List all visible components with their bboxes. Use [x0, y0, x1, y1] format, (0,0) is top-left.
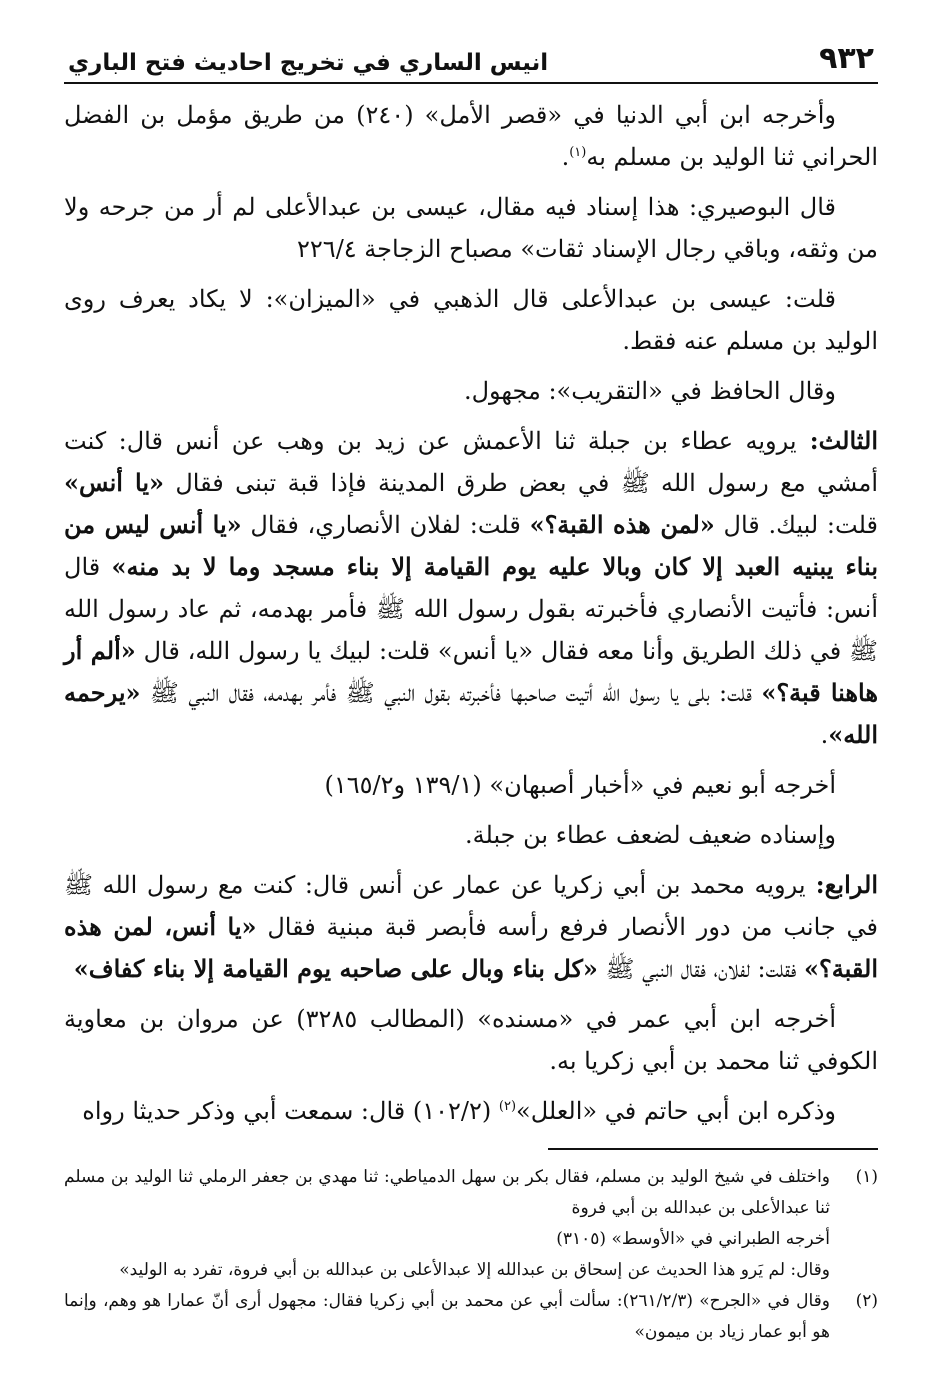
bold-text: «يا أنس ليس من بناء يبنيه العبد إلا كان وبالا عليه يوم القيامة إلا بناء مسجد وما لا بد منه» [64, 510, 878, 581]
footnote-line: واختلف في شيخ الوليد بن مسلم، فقال بكر بن سهل الدمياطي: ثنا مهدي بن جعفر الرملي ثنا الوليد بن مسلم ثنا عبدالأعلى بن عبدالله بن أبي فروة [64, 1167, 830, 1218]
text-segment: . [561, 143, 570, 171]
text-segment: وإسناده ضعيف لضعف عطاء بن جبلة. [465, 821, 836, 849]
paragraph [64, 186, 878, 270]
bold-text: الرابع: [805, 870, 879, 899]
paragraph [64, 420, 878, 756]
page-number: ٩٣٢ [819, 41, 874, 76]
paragraph [64, 998, 878, 1082]
footnote-line: وقال: لم يَرو هذا الحديث عن إسحاق بن عبدالله إلا عبدالأعلى بن عبدالله بن أبي فروة، تفرد به الوليد» [119, 1260, 830, 1280]
footnote-line: وقال في «الجرح» (٢٦١/٢/٣): سألت أبي عن محمد بن أبي زكريا فقال: مجهول أرى أنّ عمارا هو وهم، وإنما هو أبو عمار زياد بن ميمون» [64, 1291, 830, 1342]
text-segment: وقال الحافظ في «التقريب»: مجهول. [463, 377, 836, 405]
bold-text: الثالث: [796, 426, 878, 455]
page-header [64, 34, 878, 84]
text-segment: وذكره ابن أبي حاتم في «العلل» [516, 1097, 836, 1125]
footnote [64, 1162, 878, 1286]
paragraph [64, 764, 878, 806]
text-segment: أخرجه أبو نعيم في «أخبار أصبهان» (١٣٩/١ و١٦٥/٢) [324, 771, 836, 799]
footnote-text [64, 1162, 830, 1286]
text-segment: قال أنس: فأتيت الأنصاري فأخبرته بقول رسول الله ﷺ فأمر بهدمه، ثم عاد رسول الله ﷺ في ذلك الطريق وأنا معه فقال «يا أنس» قلت: لبيك يا رسول الله، قال [64, 553, 878, 665]
footnote-line: أخرجه الطبراني في «الأوسط» (٣١٠٥) [556, 1229, 830, 1249]
text-segment: قلت: لفلان الأنصاري، فقال [241, 511, 530, 539]
paragraph [64, 94, 878, 178]
bold-text: «ألم أر هاهنا قبة؟» [64, 636, 879, 707]
paragraph [64, 370, 878, 412]
paragraph [64, 278, 878, 362]
running-title: انيس الساري في تخريج احاديث فتح الباري [68, 50, 549, 76]
text-segment: قلت: بلى يا رسول الله أتيت صاحبها فأخبرته بقول النبي ﷺ فأمر بهدمه، فقال النبي ﷺ [140, 679, 762, 707]
footnote-ref: (١) [569, 145, 587, 160]
bold-text: «لمن هذه القبة؟» [529, 510, 715, 539]
paragraph [64, 814, 878, 856]
text-segment: قلت: لبيك. قال [714, 511, 878, 539]
text-segment: أخرجه ابن أبي عمر في «مسنده» (المطالب ٣٢٨٥) عن مروان بن معاوية الكوفي ثنا محمد بن أبي زكريا به. [64, 1005, 878, 1075]
bold-text: «يا أنس، لمن هذه القبة؟» [64, 912, 878, 983]
text-segment: . [820, 721, 829, 749]
main-text [64, 94, 878, 1132]
text-segment: وأخرجه ابن أبي الدنيا في «قصر الأمل» (٢٤٠) من طريق مؤمل بن الفضل الحراني ثنا الوليد بن مسلم به [64, 101, 878, 171]
paragraph [64, 864, 878, 990]
text-segment: قلت: عيسى بن عبدالأعلى قال الذهبي في «الميزان»: لا يكاد يعرف روى الوليد بن مسلم عنه فقط. [64, 285, 878, 355]
footnote-ref: (٢) [498, 1099, 517, 1114]
bold-text: «يرحمه الله» [64, 678, 878, 749]
text-segment: (١٠٢/٢) قال: سمعت أبي وذكر حديثا رواه [82, 1097, 499, 1125]
bold-text: «يا أنس» [64, 468, 165, 497]
text-segment: قال البوصيري: هذا إسناد فيه مقال، عيسى بن عبدالأعلى لم أر من جرحه ولا من وثقه، وباقي رجال الإسناد ثقات» مصباح الزجاجة ٢٢٦/٤ [64, 193, 878, 263]
footnote [64, 1286, 878, 1348]
footnotes [64, 1162, 878, 1348]
footnote-number: (٢) [855, 1291, 878, 1311]
footnote-text [64, 1286, 830, 1348]
footnote-number: (١) [855, 1167, 878, 1187]
paragraph [64, 1090, 878, 1132]
text-segment: فقلت: لفلان، فقال النبي ﷺ [597, 955, 805, 983]
text-segment: يرويه محمد بن أبي زكريا عن عمار عن أنس قال: كنت مع رسول الله ﷺ في جانب من دور الأنصار فرفع رأسه فأبصر قبة مبنية فقال [64, 871, 878, 941]
text-segment: يرويه عطاء بن جبلة ثنا الأعمش عن زيد بن وهب عن أنس قال: كنت أمشي مع رسول الله ﷺ في بعض طرق المدينة فإذا قبة تبنى فقال [64, 427, 878, 497]
bold-text: «كل بناء وبال على صاحبه يوم القيامة إلا بناء كفاف» [73, 954, 598, 983]
footnote-separator [548, 1148, 878, 1150]
